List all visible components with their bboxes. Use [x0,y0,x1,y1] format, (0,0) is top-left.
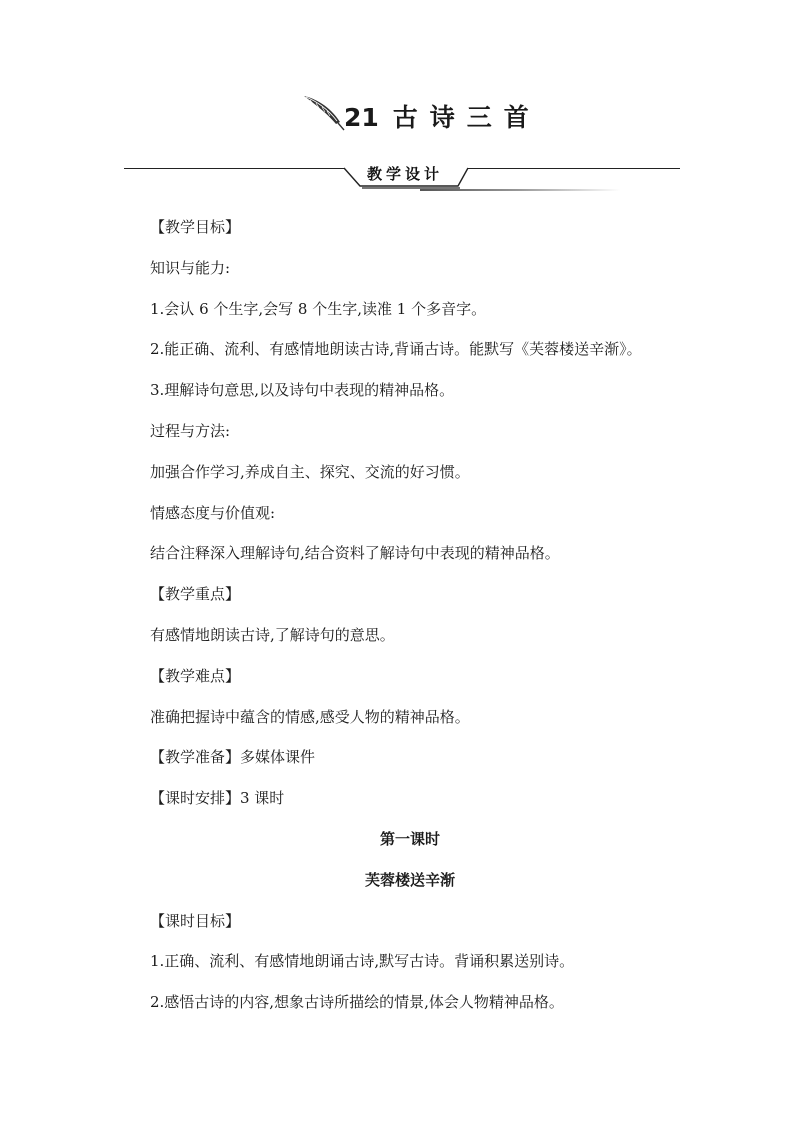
document-body [150,216,710,1032]
quill-feather-icon [300,92,346,132]
lesson-title [344,98,541,134]
text-line: 加强合作学习,养成自主、探究、交流的好习惯。 [150,462,470,481]
text-line: 【教学目标】 [150,218,241,236]
text-line: 3.理解诗句意思,以及诗句中表现的精神品格。 [150,381,455,400]
text-line: 准确把握诗中蕴含的情感,感受人物的精神品格。 [150,707,470,726]
text-line: 【教学难点】 [150,666,241,685]
text-line: 1.会认 6 个生字,会写 8 个生字,读准 1 个多音字。 [150,299,487,318]
text-line: 2.感悟古诗的内容,想象古诗所描绘的情景,体会人物精神品格。 [150,993,564,1012]
banner-label: 教学设计 [366,165,443,183]
text-line: 过程与方法: [150,421,231,440]
text-line: 知识与能力: [150,258,231,277]
text-line: 【课时安排】3 课时 [150,789,285,808]
text-line: 【课时目标】 [150,911,241,930]
lesson-title-text: 古诗三首 [392,103,541,132]
section-heading: 芙蓉楼送辛渐 [364,870,455,889]
lesson-header [0,92,794,142]
text-line: 有感情地朗读古诗,了解诗句的意思。 [150,625,395,644]
text-line: 2.能正确、流利、有感情地朗读古诗,背诵古诗。能默写《芙蓉楼送辛渐》。 [150,340,642,359]
lesson-number: 21 [344,103,379,132]
text-line: 【教学重点】 [150,585,241,604]
text-line: 情感态度与价值观: [150,503,276,522]
text-line: 结合注释深入理解诗句,结合资料了解诗句中表现的精神品格。 [150,544,560,563]
text-line: 【教学准备】多媒体课件 [150,748,316,767]
text-line: 1.正确、流利、有感情地朗诵古诗,默写古诗。背诵积累送别诗。 [150,952,575,971]
section-heading: 第一课时 [379,829,440,848]
